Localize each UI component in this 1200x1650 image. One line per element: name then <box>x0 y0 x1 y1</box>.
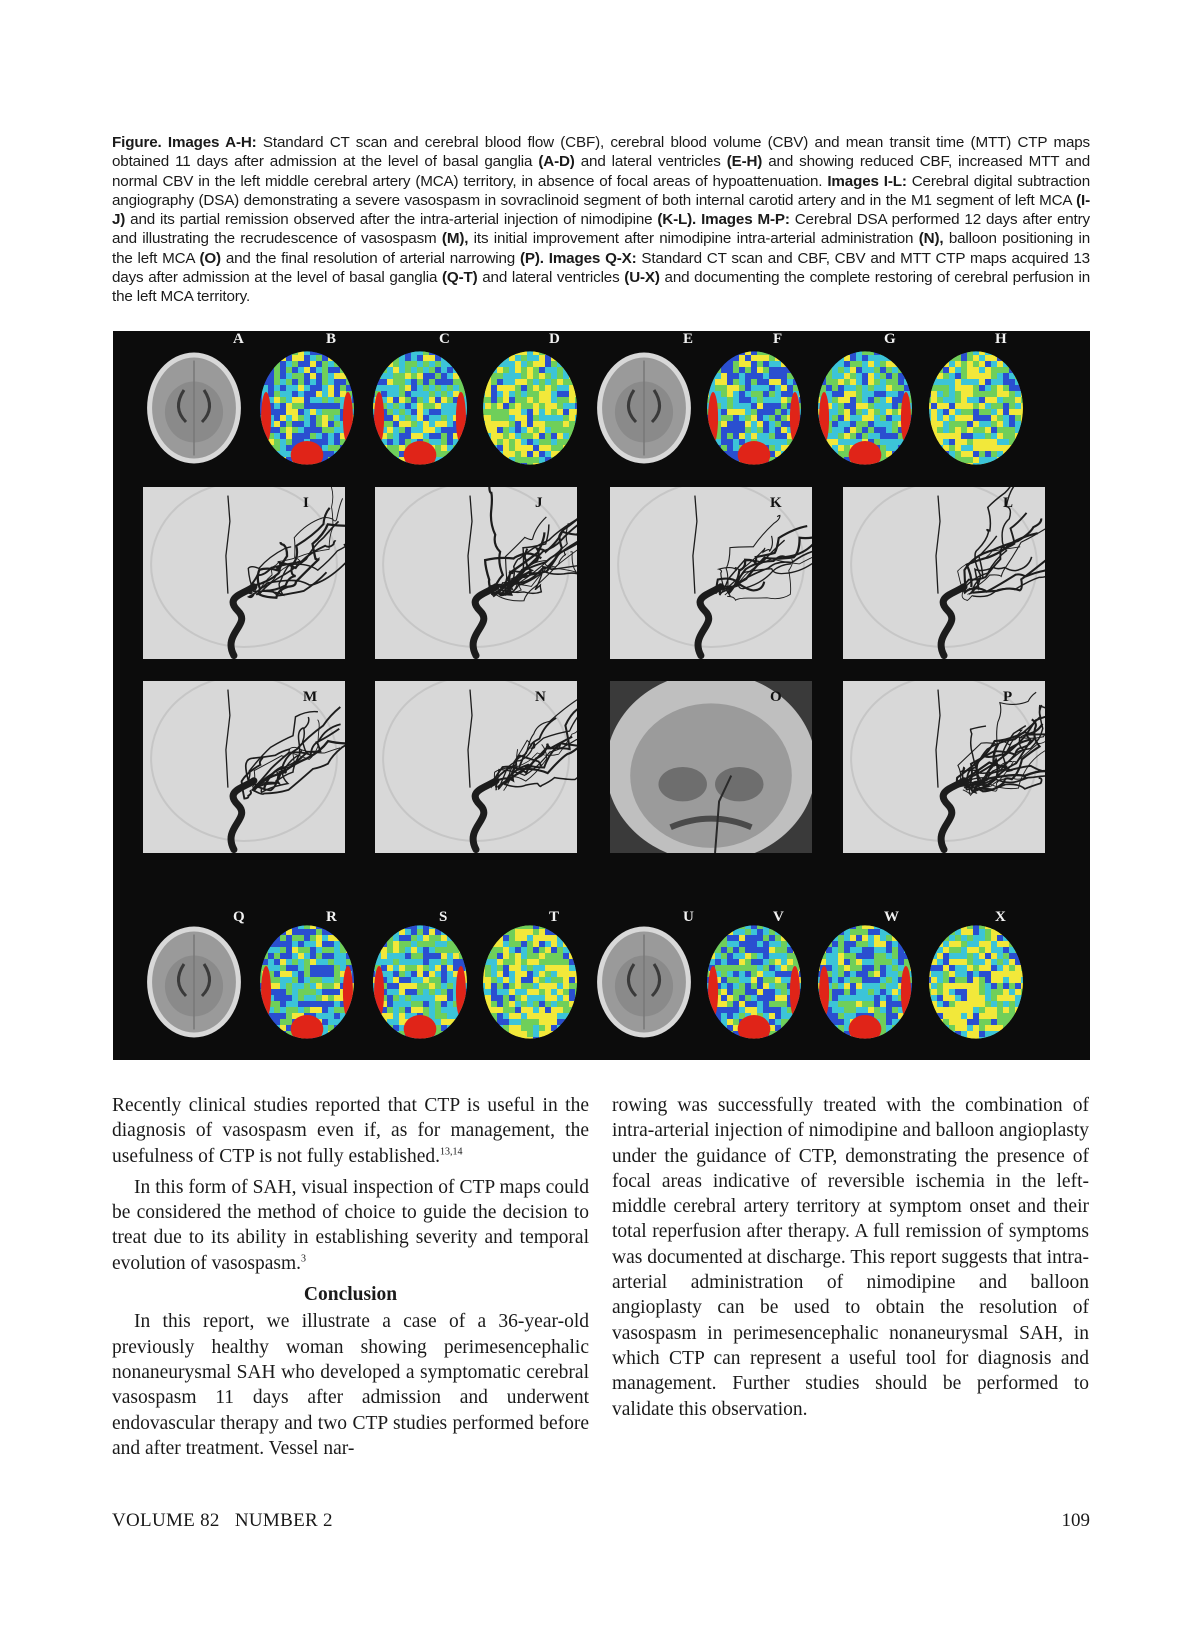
angiography-image <box>143 487 345 659</box>
body-paragraph <box>112 1175 589 1276</box>
caption-bold: Figure. Images A-H: <box>112 134 257 151</box>
angiography-image <box>843 487 1045 659</box>
angiography-image <box>375 487 577 659</box>
caption-bold: (Q-T) <box>442 269 478 287</box>
panel-label-t: T <box>549 909 560 925</box>
body-column-right <box>612 1093 1089 1422</box>
panel-label-u: U <box>683 909 694 925</box>
ct-scan-image <box>593 923 695 1041</box>
caption-bold: (N), <box>918 230 944 248</box>
caption-text: balloon positioning in the left MCA <box>112 230 1090 267</box>
ct-scan-image <box>143 349 245 467</box>
caption-bold: Images Q-X: <box>548 249 637 267</box>
caption-text: and its partial remission observed after the intra-arterial injection of nimodipine <box>125 211 658 229</box>
angiography-image <box>843 681 1045 853</box>
caption-text: and documenting the complete restoring of cerebral perfusion in the left MCA territory. <box>112 269 1091 306</box>
panel-label-i: I <box>303 495 309 511</box>
perfusion-map-image <box>369 349 471 467</box>
panel-label-c: C <box>439 331 450 347</box>
panel-label-n: N <box>535 689 546 705</box>
citation-ref: 13,14 <box>440 1146 463 1158</box>
caption-bold: (K-L). <box>657 211 697 229</box>
panel-label-q: Q <box>233 909 245 925</box>
body-paragraph: In this report, we illustrate a case of a 36-year-old previously healthy woman showing perimesencephalic nonaneurysmal SAH who developed a symptomatic cerebral vasospasm 11 days after admission and underwent endovascular therapy and two CTP studies performed before and after treatment. Vessel nar- <box>112 1311 589 1459</box>
caption-text: Cerebral digital subtraction angiography (DSA) demonstrating a severe vasospasm in sovraclinoid segment of both internal carotid artery and in the M1 segment of left MCA <box>112 172 1090 209</box>
caption-bold: (O) <box>199 249 221 267</box>
ct-scan-image <box>143 923 245 1041</box>
panel-label-j: J <box>535 495 543 511</box>
panel-label-b: B <box>326 331 337 347</box>
perfusion-map-image <box>814 923 916 1041</box>
perfusion-map-image <box>925 349 1027 467</box>
caption-text: its initial improvement after nimodipine intra-arterial administration <box>468 230 919 248</box>
perfusion-map-image <box>703 923 805 1041</box>
perfusion-map-image <box>814 349 916 467</box>
caption-text: Standard CT scan and cerebral blood flow (CBF), cerebral blood volume (CBV) and mean transit time (MTT) CTP maps obtained 11 days after admission at the level of basal ganglia <box>112 134 1090 171</box>
body-column-left <box>112 1093 589 1461</box>
panel-label-w: W <box>884 909 899 925</box>
caption-text: Cerebral DSA performed 12 days after entry and illustrating the recrudescence of vasospasm <box>112 211 1090 248</box>
panel-label-s: S <box>439 909 448 925</box>
journal-volume: VOLUME 82 NUMBER 2 <box>112 1510 333 1531</box>
body-paragraph <box>112 1093 589 1169</box>
panel-label-f: F <box>773 331 783 347</box>
caption-bold: (M), <box>441 230 469 248</box>
paragraph-text: In this form of SAH, visual inspection of CTP maps could be considered the method of choice to guide the decision to treat due to its ability in establishing severity and temporal evolution of vasospasm. <box>112 1176 589 1274</box>
angiography-image <box>375 681 577 853</box>
panel-label-d: D <box>549 331 560 347</box>
section-heading: Conclusion <box>303 1284 398 1306</box>
caption-bold: (I-J) <box>112 191 1090 229</box>
page-number: 109 <box>1061 1510 1090 1531</box>
caption-bold: (A-D) <box>538 153 575 171</box>
perfusion-map-image <box>479 923 581 1041</box>
panel-label-p: P <box>1003 689 1013 705</box>
paragraph-text: Recently clinical studies reported that CTP is useful in the diagnosis of vasospasm even if, as for management, the usefulness of CTP is not fully established. <box>112 1095 589 1167</box>
angiography-image <box>143 681 345 853</box>
citation-ref: 3 <box>301 1253 307 1265</box>
panel-label-h: H <box>995 331 1007 347</box>
panel-label-v: V <box>773 909 784 925</box>
perfusion-map-image <box>256 349 358 467</box>
caption-text: and the final resolution of arterial narrowing <box>220 249 520 267</box>
caption-text: Standard CT scan and CBF, CBV and MTT CTP maps acquired 13 days after admission at the level of basal ganglia <box>112 249 1090 287</box>
panel-label-o: O <box>770 689 782 705</box>
perfusion-map-image <box>256 923 358 1041</box>
caption-text: and lateral ventricles <box>574 153 727 171</box>
caption-bold: (P). <box>519 249 544 267</box>
panel-label-x: X <box>995 909 1006 925</box>
ct-scan-image <box>593 349 695 467</box>
caption-bold: (E-H) <box>726 153 763 171</box>
perfusion-map-image <box>479 349 581 467</box>
perfusion-map-image <box>369 923 471 1041</box>
panel-label-g: G <box>884 331 896 347</box>
body-paragraph: rowing was successfully treated with the combination of intra-arterial injection of nimodipine and balloon angioplasty under the guidance of CTP, demonstrating the presence of focal areas indicative of reversible ischemia in the left-middle cerebral artery territory at symptom onset and their total reperfusion after therapy. A full remission of symptoms was documented at discharge. This report suggests that intra-arterial administration of nimodipine and balloon angioplasty can be used to obtain the resolution of vasospasm in perimesencephalic nonaneurysmal SAH, in which CTP can represent a useful tool for diagnosis and management. Further studies should be performed to validate this observation. <box>612 1095 1089 1420</box>
caption-text: and lateral ventricles <box>477 269 625 287</box>
panel-label-a: A <box>233 331 244 347</box>
caption-bold: Images M-P: <box>701 211 790 229</box>
panel-label-m: M <box>303 689 318 705</box>
panel-label-r: R <box>326 909 337 925</box>
caption-text: and showing reduced CBF, increased MTT and normal CBV in the left middle cerebral artery (MCA) territory, in absence of focal areas of hypoattenuation. <box>112 153 1090 190</box>
perfusion-map-image <box>703 349 805 467</box>
figure-caption <box>112 133 1090 307</box>
panel-label-k: K <box>770 495 782 511</box>
caption-bold: Images I-L: <box>827 172 907 190</box>
panel-label-e: E <box>683 331 694 347</box>
panel-label-l: L <box>1003 495 1014 511</box>
caption-bold: (U-X) <box>624 269 660 287</box>
fluoroscopy-image <box>610 681 812 853</box>
perfusion-map-image <box>925 923 1027 1041</box>
figure-panel-grid <box>113 331 1090 1060</box>
angiography-image <box>610 487 812 659</box>
